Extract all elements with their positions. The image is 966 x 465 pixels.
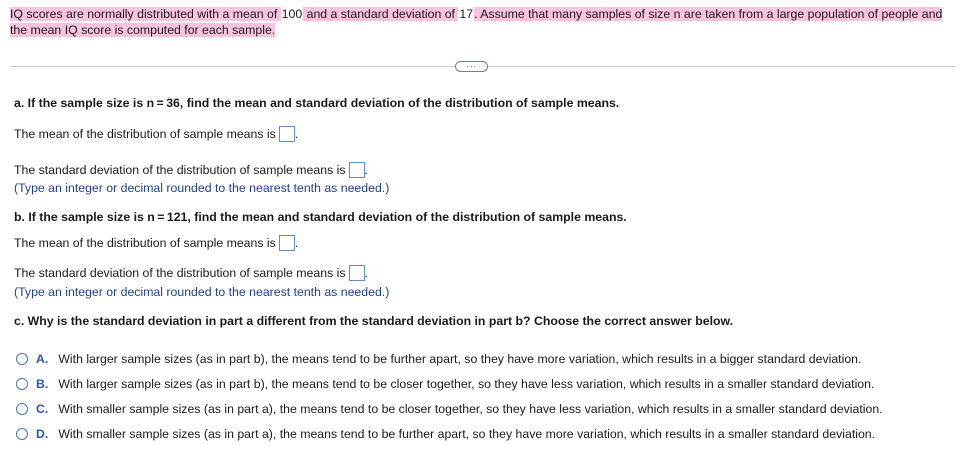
sd-value: 17 xyxy=(459,7,474,21)
intro-text-1: IQ scores are normally distributed with a mean of xyxy=(10,7,281,21)
option-a[interactable] xyxy=(16,351,861,367)
option-text: With smaller sample sizes (as in part a), the means tend to be closer together, so they have less variation, which results in a smaller standard deviation. xyxy=(58,402,883,416)
mean-value: 100 xyxy=(281,7,303,21)
radio-c[interactable] xyxy=(16,403,28,415)
option-text: With larger sample sizes (as in part b), the means tend to be further apart, so they have more variation, which results in a bigger standard deviation. xyxy=(58,352,862,366)
part-a-hint: (Type an integer or decimal rounded to the nearest tenth as needed.) xyxy=(14,181,390,195)
option-text: With larger sample sizes (as in part b), the means tend to be closer together, so they have less variation, which results in a smaller standard deviation. xyxy=(58,377,875,391)
option-letter: A. xyxy=(36,352,49,366)
radio-a[interactable] xyxy=(16,353,28,365)
part-a-question: a. If the sample size is n = 36, find the mean and standard deviation of the distribution of sample means. xyxy=(14,96,620,110)
part-b-mean-input[interactable] xyxy=(279,235,295,251)
period: . xyxy=(364,163,368,177)
period: . xyxy=(294,236,299,250)
part-a-mean-label: The mean of the distribution of sample means is xyxy=(14,127,276,141)
part-b-sd-row xyxy=(14,265,368,282)
part-b-question: b. If the sample size is n = 121, find the mean and standard deviation of the distribution of sample means. xyxy=(14,210,627,224)
problem-statement xyxy=(10,6,945,38)
expand-more-button[interactable]: ··· xyxy=(455,61,488,72)
part-b-mean-label: The mean of the distribution of sample means is xyxy=(14,236,276,250)
radio-b[interactable] xyxy=(16,378,28,390)
option-c[interactable] xyxy=(16,401,883,417)
part-b-sd-input[interactable] xyxy=(349,265,365,281)
part-a-sd-input[interactable] xyxy=(349,162,365,178)
part-a-mean-input[interactable] xyxy=(279,126,295,142)
part-a-sd-label: The standard deviation of the distribution of sample means is xyxy=(14,163,346,177)
option-d[interactable] xyxy=(16,426,875,442)
intro-text-3: . Assume that many samples of size n are taken from a large population of people and the mean IQ score is computed for each sample. xyxy=(10,7,943,37)
radio-d[interactable] xyxy=(16,428,28,440)
option-b[interactable] xyxy=(16,376,874,392)
part-a-sd-row xyxy=(14,162,368,179)
option-letter: C. xyxy=(36,402,49,416)
period: . xyxy=(364,266,368,280)
option-letter: B. xyxy=(36,377,49,391)
part-b-hint: (Type an integer or decimal rounded to the nearest tenth as needed.) xyxy=(14,285,390,299)
option-text: With smaller sample sizes (as in part a), the means tend to be further apart, so they have more variation, which results in a smaller standard deviation. xyxy=(58,427,876,441)
part-b-sd-label: The standard deviation of the distribution of sample means is xyxy=(14,266,346,280)
intro-text-2: and a standard deviation of xyxy=(303,7,459,21)
part-b-mean-row xyxy=(14,235,298,252)
period: . xyxy=(294,127,299,141)
part-c-question: c. Why is the standard deviation in part a different from the standard deviation in part b? Choose the correct answer below. xyxy=(14,314,734,328)
option-letter: D. xyxy=(36,427,49,441)
part-a-mean-row xyxy=(14,126,298,143)
